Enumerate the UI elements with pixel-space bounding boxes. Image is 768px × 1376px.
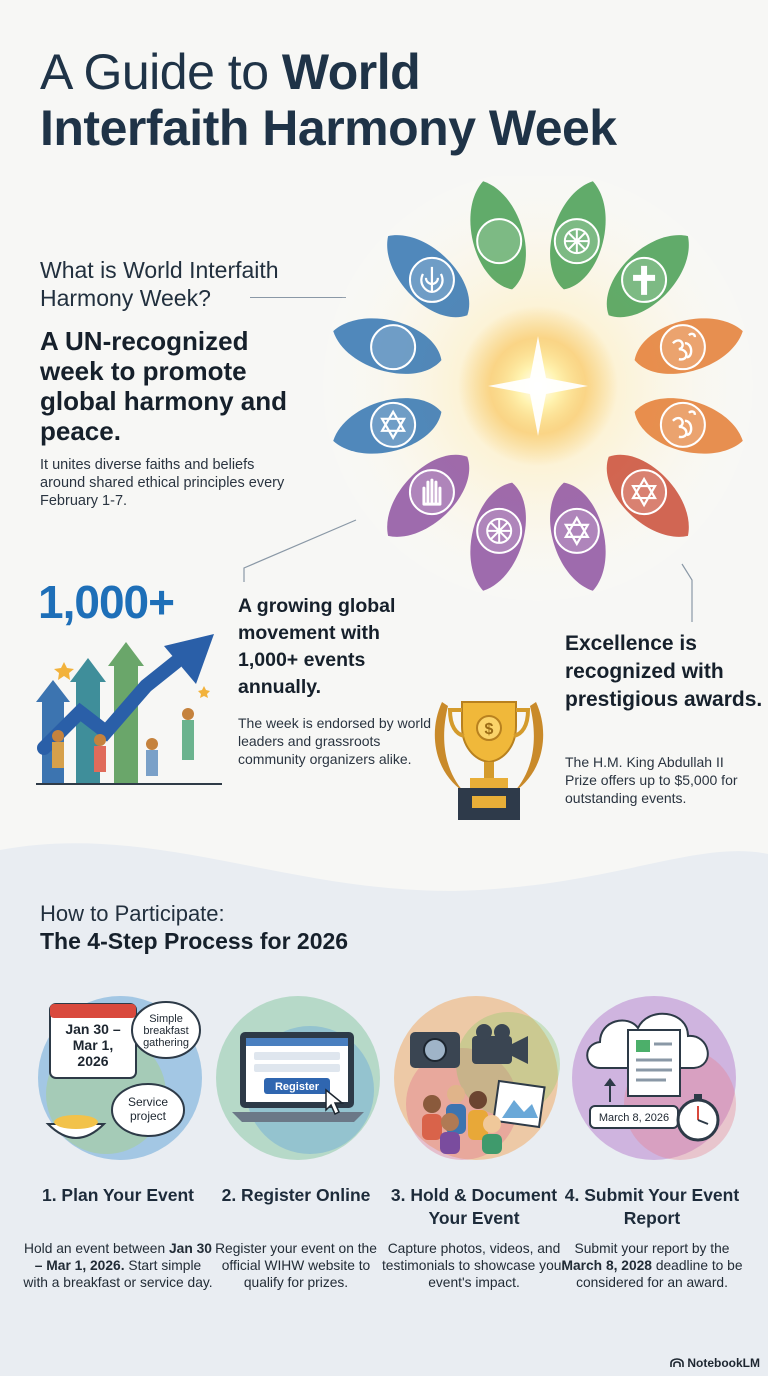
- star-burst-icon: [622, 470, 666, 514]
- intro-description: It unites diverse faiths and beliefs around shared ethical principles every February 1-7.: [40, 457, 285, 509]
- calendar-line-2: Mar 1,: [72, 1037, 114, 1053]
- intro-question: What is World Interfaith Harmony Week?: [40, 257, 279, 311]
- page-title: [40, 44, 740, 156]
- trophy-dollar-glyph: $: [484, 721, 494, 738]
- bubble2-line-1: Service: [127, 1095, 169, 1109]
- awards-connector-line: [676, 560, 706, 626]
- title-highlight-1: World: [281, 44, 421, 100]
- movement-connector-line: [236, 516, 366, 586]
- movement-heading: A growing global movement with 1,000+ events annually.: [238, 595, 396, 698]
- submit-report-illustration: [570, 994, 738, 1162]
- wheel-of-dharma-glyph: [487, 519, 511, 543]
- notebooklm-logo-icon: [670, 1358, 684, 1368]
- deadline-date-badge: March 8, 2026: [598, 1112, 670, 1124]
- calendar-line-1: Jan 30 –: [65, 1021, 121, 1037]
- star-of-david-icon: [371, 403, 415, 447]
- step-4-description: [556, 1240, 748, 1291]
- crescent-star-icon: [371, 325, 415, 369]
- brand-name: NotebookLM: [687, 1356, 760, 1370]
- step-3-title: 3. Hold & Document Your Event: [390, 1185, 558, 1228]
- step-1-text-before: Hold an event between: [24, 1241, 166, 1256]
- bubble2-line-2: project: [129, 1109, 167, 1123]
- step-1-title: 1. Plan Your Event: [41, 1185, 195, 1205]
- bubble1-line-1: Simple: [149, 1013, 183, 1025]
- trophy-icon: [424, 682, 554, 827]
- hold-document-illustration: [392, 994, 560, 1162]
- step-4-deadline: March 8, 2028: [561, 1258, 652, 1273]
- register-laptop-illustration: [214, 994, 382, 1162]
- bubble1-line-3: gathering: [143, 1037, 189, 1049]
- title-highlight-2: Interfaith Harmony Week: [40, 100, 617, 156]
- awards-description: The H.M. King Abdullah II Prize offers up to $5,000 for outstanding events.: [565, 754, 738, 806]
- participate-subheading: The 4-Step Process for 2026: [40, 928, 349, 954]
- step-1-text-after: Start simple with a breakfast or service day.: [23, 1258, 213, 1290]
- step-4-title: 4. Submit Your Event Report: [564, 1185, 740, 1228]
- events-count: 1,000+: [38, 576, 174, 628]
- register-button-label: Register: [274, 1081, 320, 1093]
- movement-description: The week is endorsed by world leaders and grassroots community organizers alike.: [238, 715, 431, 767]
- title-prefix: A Guide to: [40, 44, 269, 100]
- growth-arrows-illustration: [36, 628, 222, 788]
- interfaith-mandala-illustration: [308, 176, 768, 616]
- step-3-description: Capture photos, videos, and testimonials to showcase your event's impact.: [381, 1241, 567, 1290]
- brand-footer: [670, 1356, 760, 1370]
- plan-event-illustration: [36, 994, 204, 1162]
- step-1-description: [22, 1240, 214, 1291]
- star-of-david-icon: [555, 509, 599, 553]
- awards-heading: Excellence is recognized with prestigious awards.: [565, 632, 763, 711]
- step-1-date-range: Jan 30 – Mar 1, 2026.: [34, 1241, 212, 1273]
- step-4-text-after: deadline to be considered for an award.: [576, 1258, 743, 1290]
- wheel-of-dharma-glyph: [565, 229, 589, 253]
- intro-claim: A UN-recognized week to promote global harmony and peace.: [40, 326, 288, 446]
- participate-heading: How to Participate:: [40, 901, 225, 926]
- crescent-star-icon: [477, 219, 521, 263]
- step-4-text-before: Submit your report by the: [574, 1241, 730, 1256]
- step-2-description: Register your event on the official WIHW website to qualify for prizes.: [215, 1241, 377, 1290]
- calendar-line-3: 2026: [77, 1053, 109, 1069]
- bubble1-line-2: breakfast: [143, 1025, 189, 1037]
- step-2-title: 2. Register Online: [221, 1185, 371, 1205]
